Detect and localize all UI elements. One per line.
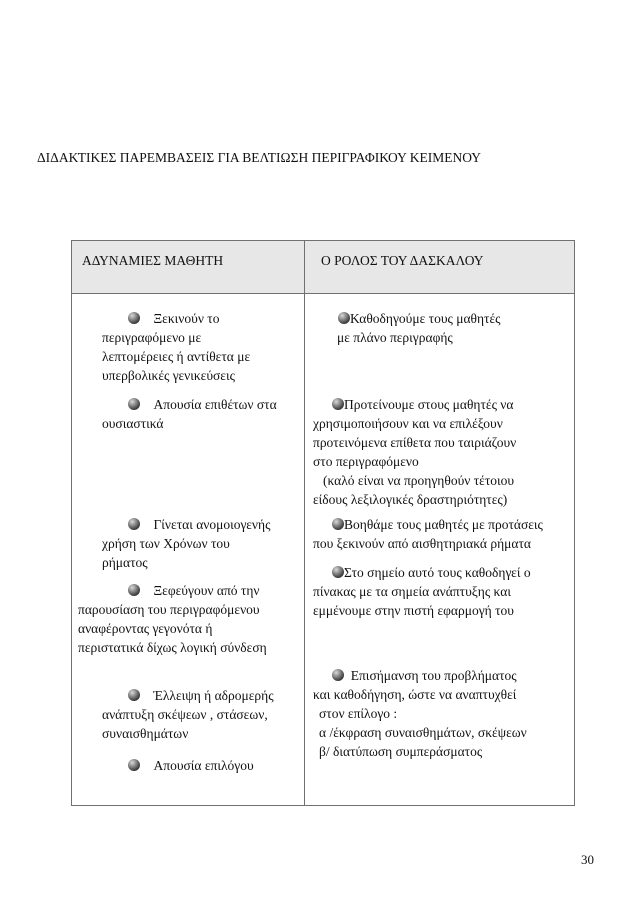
teacher-role-5-line-4: α /έκφραση συναισθημάτων, σκέψεων [319,725,527,740]
header-student-weaknesses: ΑΔΥΝΑΜΙΕΣ ΜΑΘΗΤΗ [82,253,224,268]
teacher-role-item-1 [337,309,501,347]
weakness-1-line-3: λεπτομέρειες ή αντίθετα με [102,349,251,364]
teacher-role-item-2 [313,395,516,509]
bullet-sphere-icon [332,566,344,578]
teacher-role-2-line-5: (καλό είναι να προηγηθούν τέτοιου [323,473,515,488]
bullet-sphere-icon [128,312,140,324]
teacher-role-1-line-1: Καθοδηγούμε τους μαθητές [350,311,501,326]
weakness-5-line-2: ανάπτυξη σκέψεων , στάσεων, [102,707,268,722]
weakness-2-line-2: ουσιαστικά [102,416,164,431]
bullet-sphere-icon [332,518,344,530]
column-divider [304,241,305,805]
bullet-sphere-icon [128,759,140,771]
teacher-role-3-line-2: που ξεκινούν από αισθητηριακά ρήματα [313,536,531,551]
teacher-role-1-line-2: με πλάνο περιγραφής [337,330,453,345]
teacher-role-5-line-5: β/ διατύπωση συμπεράσματος [319,744,483,759]
weakness-4-line-4: περιστατικά δίχως λογική σύνδεση [78,640,267,655]
weakness-item-3 [102,515,270,572]
weakness-4-line-1: Ξεφεύγουν από την [153,583,260,598]
bullet-sphere-icon [128,584,140,596]
weakness-4-line-2: παρουσίαση του περιγραφόμενου [78,602,260,617]
teacher-role-4-line-3: εμμένουμε στην πιστή εφαρμογή του [313,603,514,618]
page-number: 30 [581,852,594,867]
document-title: ΔΙΔΑΚΤΙΚΕΣ ΠΑΡΕΜΒΑΣΕΙΣ ΓΙΑ ΒΕΛΤΙΩΣΗ ΠΕΡΙΓΡΑΦΙΚΟΥ ΚΕΙΜΕΝΟΥ [37,150,482,165]
weakness-3-line-3: ρήματος [102,555,148,570]
weakness-4-line-3: αναφέροντας γεγονότα ή [78,621,213,636]
header-teacher-role: Ο ΡΟΛΟΣ ΤΟΥ ΔΑΣΚΑΛΟΥ [321,253,484,268]
weakness-5-line-3: συναισθημάτων [102,726,189,741]
weakness-item-1 [102,309,250,385]
teacher-role-2-line-6: είδους λεξιλογικές δραστηριότητες) [313,492,508,507]
teacher-role-4-line-2: πίνακας με τα σημεία ανάπτυξης και [313,584,511,599]
weakness-item-5 [102,686,274,743]
teacher-role-2-line-1: Προτείνουμε στους μαθητές να [344,397,514,412]
teacher-role-item-5 [313,666,527,761]
comparison-table [71,240,575,806]
teacher-role-3-line-1: Βοηθάμε τους μαθητές με προτάσεις [344,517,543,532]
teacher-role-item-4 [313,563,531,620]
teacher-role-2-line-2: χρησιμοποιήσουν και να επιλέξουν [313,416,503,431]
bullet-sphere-icon [332,669,344,681]
bullet-sphere-icon [338,312,350,324]
teacher-role-5-line-2: και καθοδήγηση, ώστε να αναπτυχθεί [313,687,517,702]
teacher-role-2-line-3: προτεινόμενα επίθετα που ταιριάζουν [313,435,517,450]
teacher-role-item-3 [313,515,543,553]
weakness-3-line-1: Γίνεται ανομοιογενής [153,517,271,532]
table-header-row [72,241,574,294]
teacher-role-2-line-4: στο περιγραφόμενο [313,454,419,469]
weakness-1-line-4: υπερβολικές γενικεύσεις [102,368,235,383]
weakness-item-6 [102,756,254,775]
weakness-item-4 [78,581,267,657]
bullet-sphere-icon [128,689,140,701]
bullet-sphere-icon [332,398,344,410]
weakness-3-line-2: χρήση των Χρόνων του [102,536,230,551]
teacher-role-5-line-1: Επισήμανση του προβλήματος [350,668,517,683]
bullet-sphere-icon [128,398,140,410]
weakness-2-line-1: Απουσία επιθέτων στα [153,397,277,412]
teacher-role-4-line-1: Στο σημείο αυτό τους καθοδηγεί ο [344,565,531,580]
weakness-1-line-1: Ξεκινούν το [153,311,220,326]
weakness-item-2 [102,395,277,433]
bullet-sphere-icon [128,518,140,530]
weakness-6-line-1: Απουσία επιλόγου [153,758,254,773]
teacher-role-5-line-3: στον επίλογο : [319,706,398,721]
weakness-1-line-2: περιγραφόμενο με [102,330,202,345]
weakness-5-line-1: Έλλειψη ή αδρομερής [153,688,274,703]
